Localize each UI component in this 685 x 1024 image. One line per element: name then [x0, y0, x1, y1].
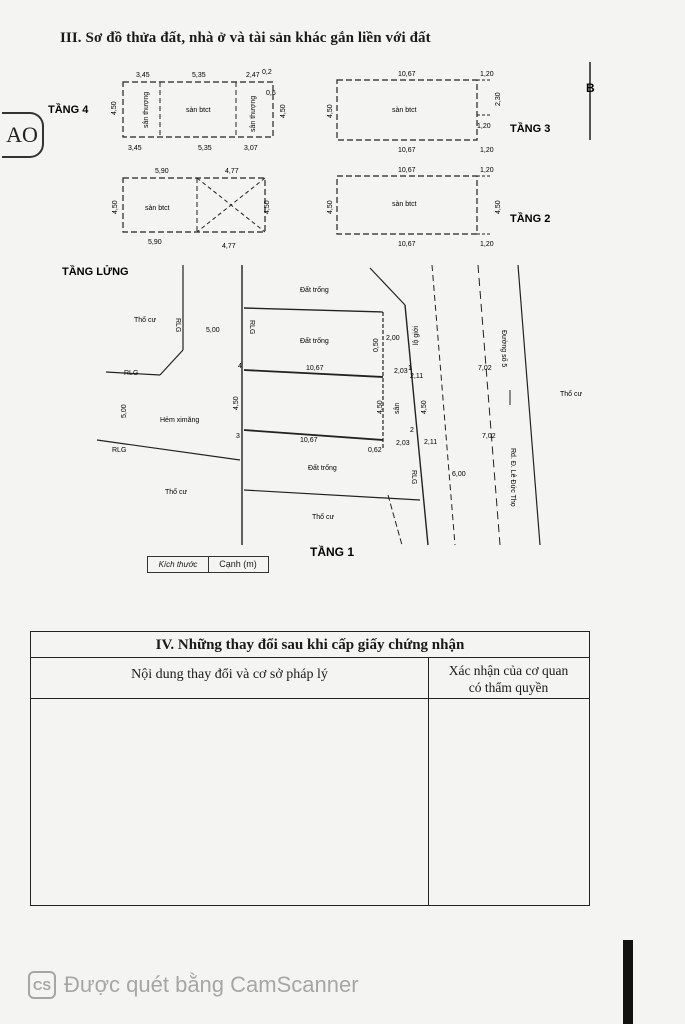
tang1-dim-i: 0,62	[368, 447, 382, 454]
tang3-label: TẦNG 3	[510, 123, 551, 135]
tang1-hem: Hẻm ximăng	[160, 417, 200, 424]
tang2l-dim-top-1: 5,90	[155, 168, 169, 175]
tang1-dim-e: 2,11	[424, 439, 438, 446]
scan-edge-bar	[623, 940, 633, 1024]
tang1-dim-b: 2,03	[394, 368, 408, 375]
north-label: B	[586, 81, 595, 95]
tang2l-dim-top-2: 4,77	[225, 168, 239, 175]
tang1-rlg-5: RLG	[410, 470, 417, 485]
tang-lung-label: TẦNG LỬNG	[62, 266, 129, 278]
tang4-room-3: sân thượng	[250, 95, 257, 132]
changes-col-right-line2: có thẩm quyền	[468, 680, 549, 695]
tang1-point-2: 2	[410, 427, 414, 434]
stamp: AO	[2, 112, 44, 158]
tang4-room-2: sàn btct	[186, 107, 211, 114]
tang2-dim-top-1: 10,67	[398, 167, 416, 174]
tang1-tho-cu-bottom-left: Thổ cư	[165, 489, 188, 496]
tang1-duong: Đường số 5	[500, 330, 507, 368]
tang1-rlg-3: RLG	[124, 370, 139, 377]
tang2l-dim-bottom-2: 4,77	[222, 243, 236, 250]
tang3-side-right-lower: 1,20	[477, 123, 491, 130]
tang1-dim-mid-len: 10,67	[306, 365, 324, 372]
floor-plan-tang3	[327, 71, 550, 154]
tang1-dim-hem-w: 5,00	[121, 404, 128, 418]
tang4-dim-bottom-1: 3,45	[128, 145, 142, 152]
changes-col-right	[428, 658, 589, 698]
tang1-dim-side: 4,50	[233, 396, 240, 410]
tang2l-side-left: 4,50	[112, 200, 119, 214]
tang4-dim-top-3: 2,47	[246, 72, 260, 79]
tang1-tho-cu-left: Thổ cư	[134, 317, 157, 324]
tang1-point-3: 3	[236, 433, 240, 440]
tang1-tho-cu-right: Thổ cư	[560, 391, 583, 398]
tang4-dim-top-2: 5,35	[192, 72, 206, 79]
tang4-dim-top-4: 0,2	[262, 69, 272, 76]
tang2-side-left: 4,50	[327, 200, 334, 214]
tang1-rlg-4: RLG	[112, 447, 127, 454]
camscanner-watermark	[28, 970, 359, 1000]
floor-plan-tang2-left	[112, 168, 271, 250]
tang1-dat-trong-top: Đất trống	[300, 287, 329, 294]
tang2l-room: sàn btct	[145, 205, 170, 212]
floor-plan-tang4	[48, 69, 287, 152]
watermark-text: Được quét bằng CamScanner	[64, 972, 359, 997]
section-title: III. Sơ đồ thửa đất, nhà ở và tài sản khác gắn liền với đất	[60, 30, 431, 46]
tang2-room: sàn btct	[392, 201, 417, 208]
changes-table	[30, 631, 590, 906]
tang3-dim-top-2: 1,20	[480, 71, 494, 78]
tang4-corner-dim: 0,6	[266, 90, 276, 97]
tang1-dim-a: 2,00	[386, 335, 400, 342]
north-arrow-icon	[586, 62, 595, 140]
legend-box	[147, 556, 269, 573]
tang1-rlg-1: RLG	[174, 318, 181, 333]
tang1-rlg-2: RLG	[248, 320, 255, 335]
tang4-side-left: 4,50	[111, 101, 118, 115]
tang1-dim-top-width: 5,00	[206, 327, 220, 334]
tang2l-side-right: 4,50	[264, 200, 271, 214]
changes-col-right-line1: Xác nhận của cơ quan	[448, 663, 569, 678]
tang3-side-left: 4,50	[327, 104, 334, 118]
tang1-dat-trong-mid: Đất trống	[300, 338, 329, 345]
tang4-dim-top-1: 3,45	[136, 72, 150, 79]
tang1-point-1: 1	[408, 365, 412, 372]
tang4-dim-bottom-3: 3,07	[244, 145, 258, 152]
tang1-dim-j: 7,02	[478, 365, 492, 372]
tang1-dat-trong-bottom: Đất trống	[308, 465, 337, 472]
tang3-dim-bottom-2: 1,20	[480, 147, 494, 154]
tang1-dim-g: 4,50	[421, 400, 428, 414]
header-divider	[31, 698, 589, 699]
legend-right: Cạnh (m)	[219, 559, 257, 569]
tang1-dim-d: 2,11	[410, 373, 424, 380]
tang4-room-1: sân thượng	[143, 91, 150, 128]
tang1-dim-c: 2,03	[396, 440, 410, 447]
tang2-dim-bottom-2: 1,20	[480, 241, 494, 248]
tang2-label: TẦNG 2	[510, 213, 551, 225]
tang3-room: sàn btct	[392, 107, 417, 114]
tang1-rd: Rd. Đ. Lê Đức Thọ	[509, 448, 516, 507]
changes-col-left: Nội dung thay đổi và cơ sở pháp lý	[131, 667, 328, 682]
tang4-label: TẦNG 4	[48, 104, 89, 116]
camscanner-icon: CS	[28, 971, 56, 999]
tang4-side-right: 4,50	[280, 104, 287, 118]
tang1-dim-f: 4,50	[377, 400, 384, 414]
tang2-side-right: 4,50	[495, 200, 502, 214]
tang1-label: TẦNG 1	[310, 545, 355, 559]
tang4-dim-bottom-2: 5,35	[198, 145, 212, 152]
tang3-side-right: 2,30	[495, 92, 502, 106]
changes-title: IV. Những thay đổi sau khi cấp giấy chứng nhận	[31, 632, 589, 658]
tang2l-dim-bottom-1: 5,90	[148, 239, 162, 246]
tang1-dim-h: 0,50	[373, 338, 380, 352]
tang3-dim-bottom-1: 10,67	[398, 147, 416, 154]
column-divider	[428, 658, 429, 905]
floor-plan-tang1	[62, 265, 583, 559]
tang1-tho-cu-bottom: Thổ cư	[312, 514, 335, 521]
tang1-dim-low-len: 10,67	[300, 437, 318, 444]
tang2-dim-top-2: 1,20	[480, 167, 494, 174]
tang1-point-4: 4	[238, 363, 242, 370]
tang3-dim-top-1: 10,67	[398, 71, 416, 78]
legend-left: Kích thước	[148, 557, 209, 572]
tang2-dim-bottom-1: 10,67	[398, 241, 416, 248]
tang1-dim-l: 6,00	[452, 471, 466, 478]
tang1-lo-gioi: lộ giới	[413, 326, 420, 345]
floor-plan-tang2	[327, 167, 550, 248]
tang1-san: sân	[394, 402, 401, 414]
tang1-dim-k: 7,02	[482, 433, 496, 440]
